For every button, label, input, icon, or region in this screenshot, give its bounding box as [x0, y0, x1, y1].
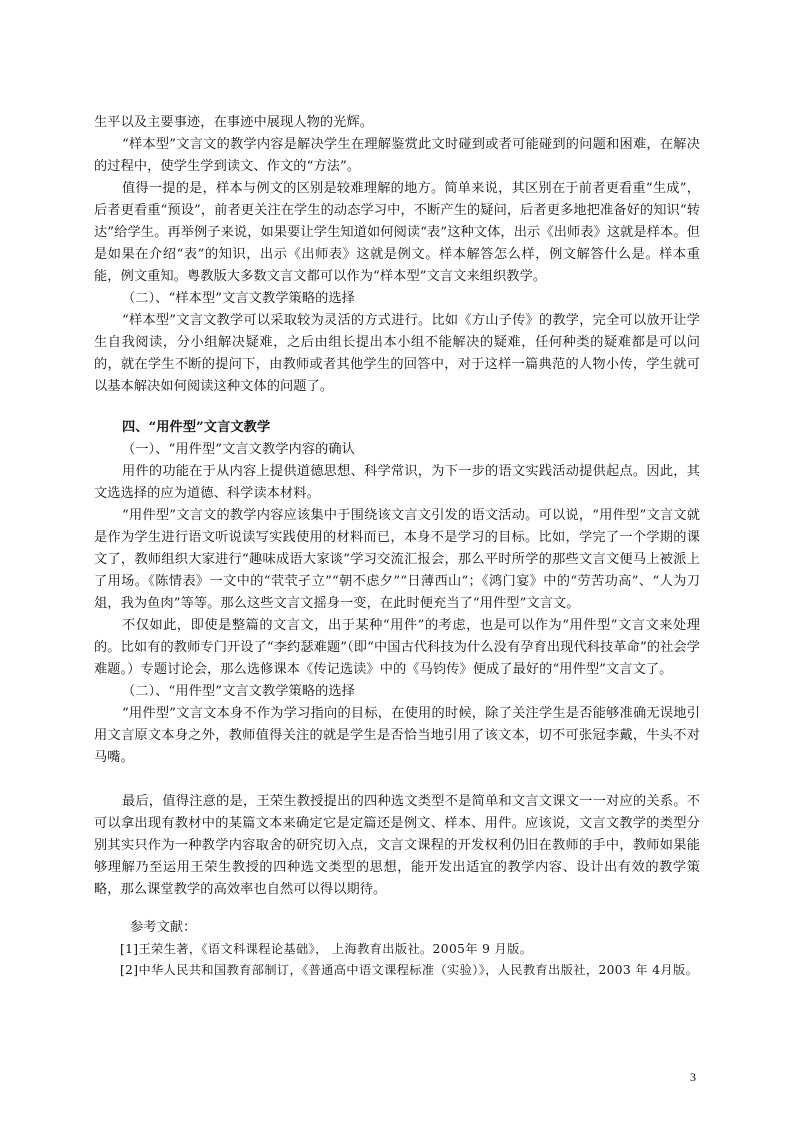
- paragraph-continuation: 生平以及主要事迹，在事迹中展现人物的光辉。: [94, 115, 374, 130]
- reference-item: [1]王荣生著，《语文科课程论基础》， 上海教育出版社。2005年 9 月版。: [120, 942, 533, 956]
- section-heading-four: 四、“用件型”文言文教学: [122, 420, 271, 435]
- subheading-usage-content: （一）、“用件型”文言文教学内容的确认: [122, 442, 355, 457]
- subheading-usage-strategy: （二）、“用件型”文言文教学策略的选择: [122, 684, 355, 699]
- references-title: 参考文献：: [130, 920, 197, 935]
- paragraph-usage-whole-text: 不仅如此，即使是整篇的文言文，出于某种“用件”的考虑，也是可以作为“用件型”文言文来处理的。比如有的教师专门开设了“李约瑟难题”（即“中国古代科技为什么没有孕育出现代科技革命”的社会学难题。）专题讨论会，那么选修课本《传记选读》中的《马钧传》便成了最好的“用件型”文言文了。: [94, 618, 700, 677]
- paragraph-sample-content: “样本型”文言文的教学内容是解决学生在理解鉴赏此文时碰到或者可能碰到的问题和困难，在解决的过程中，使学生学到读文、作文的“方法”。: [94, 137, 700, 174]
- paragraph-usage-content: “用件型”文言文的教学内容应该集中于围绕该文言文引发的语文活动。可以说，“用件型”文言文就是作为学生进行语文听说读写实践使用的材料而已，本身不是学习的目标。比如，学完了一个学期的课文了，教师组织大家进行“趣味成语大家谈”学习交流汇报会，那么平时所学的那些文言文便马上被派上了用场。《陈情表》一文中的“茕茕孑立”“朝不虑夕”“日薄西山”；《鸿门宴》中的“劳苦功高”、“人为刀俎，我为鱼肉”等等。那么这些文言文摇身一变，在此时便充当了“用件型”文言文。: [94, 508, 700, 611]
- subheading-sample-strategy: （二）、“样本型”文言文教学策略的选择: [122, 291, 355, 306]
- paragraph-usage-strategy: “用件型”文言文本身不作为学习指向的目标，在使用的时候，除了关注学生是否能够准确无误地引用文言原文本身之外，教师值得关注的就是学生是否恰当地引用了该文本，切不可张冠李戴，牛头不对马嘴。: [94, 706, 700, 765]
- paragraph-sample-strategy: “样本型”文言文教学可以采取较为灵活的方式进行。比如《方山子传》的教学，完全可以放开让学生自我阅读，分小组解决疑难，之后由组长提出本小组不能解决的疑难，任何种类的疑难都是可以问的，就在学生不断的提问下，由教师或者其他学生的回答中，对于这样一篇典范的人物小传，学生就可以基本解决如何阅读这种文体的问题了。: [94, 313, 700, 394]
- reference-item: [2]中华人民共和国教育部制订，《普通高中语文课程标准（实验）》，人民教育出版社，2003 年 4月版。: [120, 963, 699, 977]
- paragraph-usage-function: 用件的功能在于从内容上提供道德思想、科学常识，为下一步的语文实践活动提供起点。因此，其文选选择的应为道德、科学读本材料。: [94, 464, 700, 501]
- body-text: [94, 112, 700, 981]
- paragraph-conclusion: 最后，值得注意的是，王荣生教授提出的四种选文类型不是简单和文言文课文一一对应的关系。不可以拿出现有教材中的某篇文本来确定它是定篇还是例文、样本、用件。应该说，文言文教学的类型分别其实只作为一种教学内容取舍的研究切入点，文言文课程的开发权利仍旧在教师的手中，教师如果能够理解乃至运用王荣生教授的四种选文类型的思想，能开发出适宜的教学内容、设计出有效的教学策略，那么课堂教学的高效率也自然可以得以期待。: [94, 794, 700, 897]
- page-number: 3: [690, 1070, 696, 1084]
- paragraph-sample-vs-example: 值得一提的是，样本与例文的区别是较难理解的地方。简单来说，其区别在于前者更看重“生成”，后者更看重“预设”，前者更关注在学生的动态学习中，不断产生的疑问，后者更多地把准备好的知识“转达”给学生。再举例子来说，如果要让学生知道如何阅读“表”这种文体，出示《出师表》这就是样本。但是如果在介绍“表”的知识，出示《出师表》这就是例文。样本解答怎么样，例文解答什么是。样本重能，例文重知。粤教版大多数文言文都可以作为“样本型”文言文来组织教学。: [94, 181, 700, 284]
